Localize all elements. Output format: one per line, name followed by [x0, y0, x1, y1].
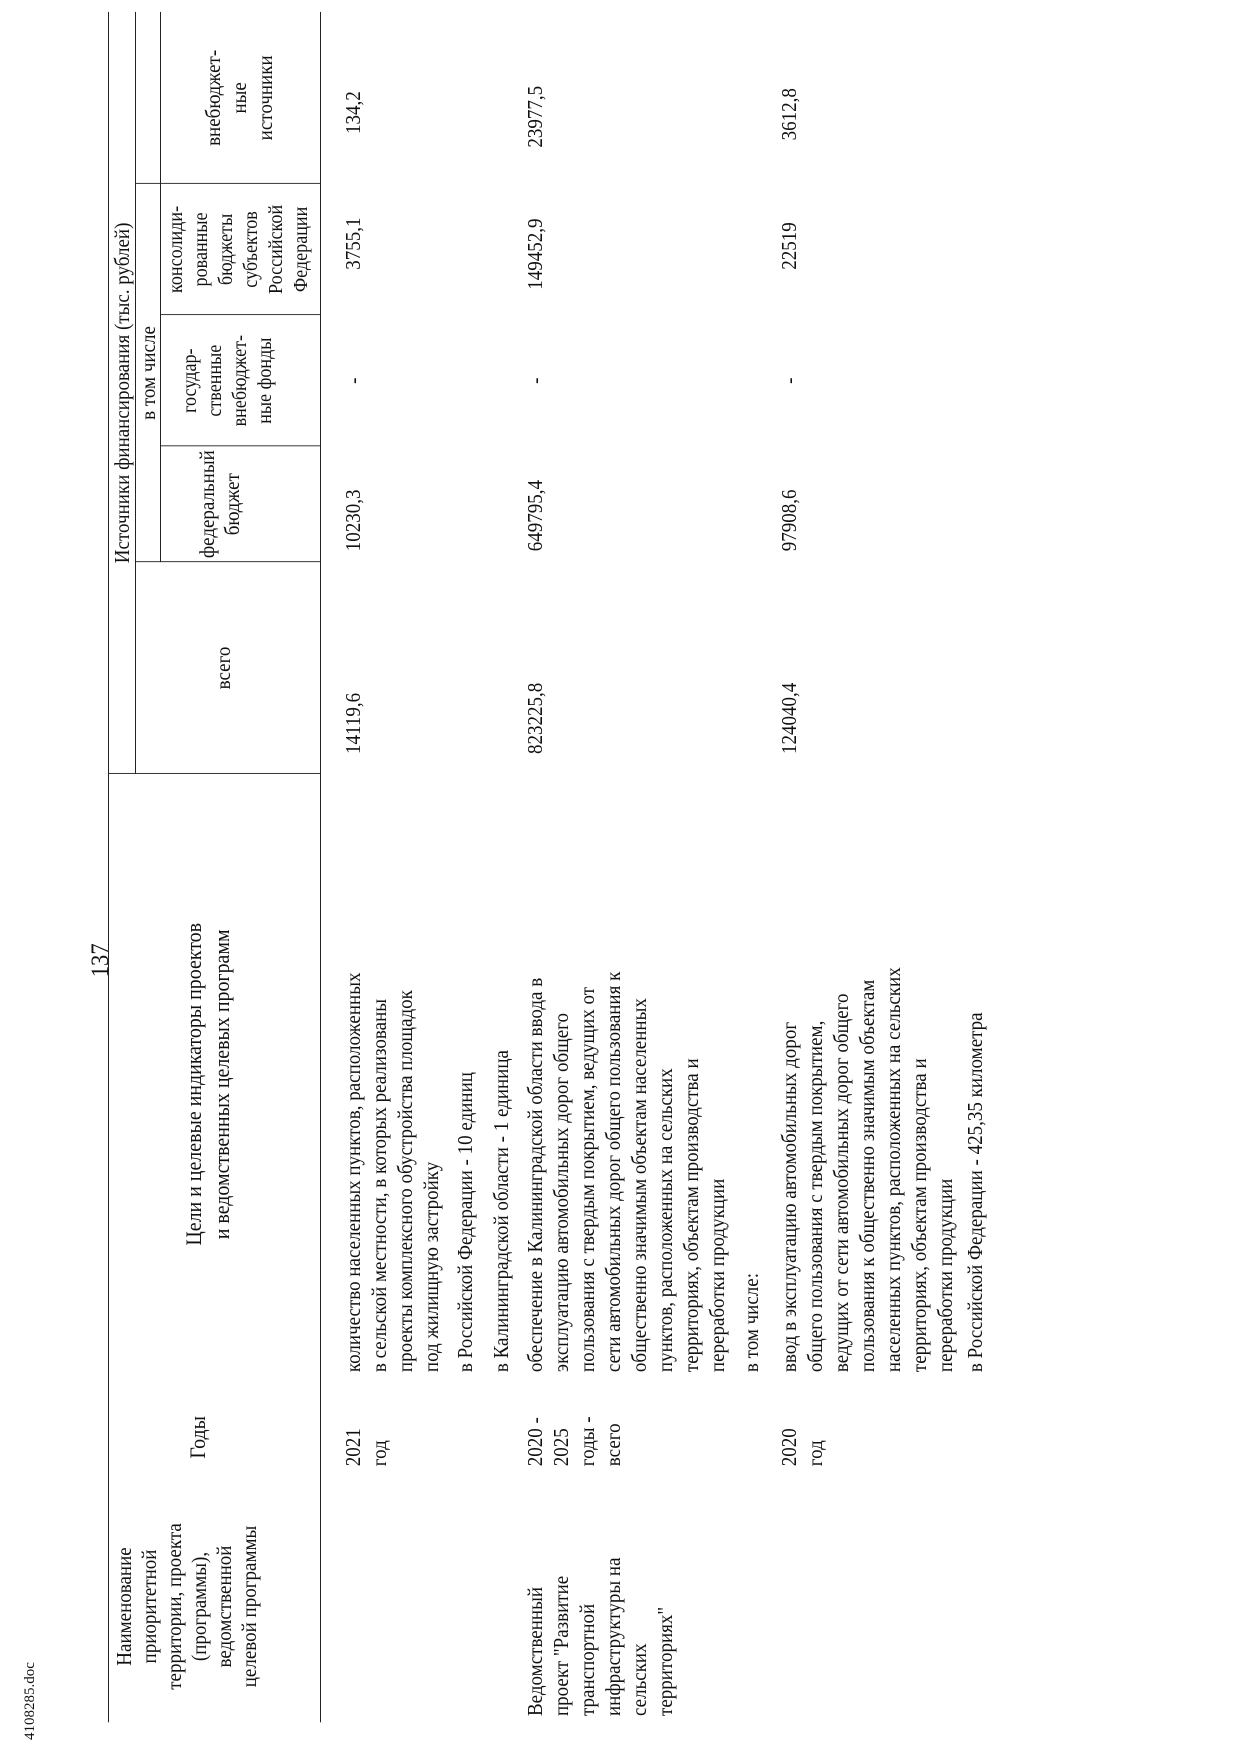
footer-filename: 4108285.doc [22, 1662, 38, 1740]
row1-goal-main: количество населенных пунктов, расположенных в сельской местности, в которых реализованы проекты комплексного обустройства площадок под жилищную застройку [341, 972, 443, 1373]
row2-regional: 149452,9 [523, 218, 547, 290]
header-top-line [108, 12, 109, 1722]
row2-years: 2020 - 2025 годы - всего [523, 1416, 625, 1467]
row3-regional: 22519 [777, 222, 801, 270]
including-subheader-line [160, 12, 161, 562]
row2-total: 823225,8 [523, 682, 547, 754]
header-sources: Источники финансирования (тыс. рублей) [110, 222, 134, 564]
row1-goal-rf: в Российской Федерации - 10 единиц [453, 1072, 477, 1373]
header-regional: консолиди- рованные бюджеты субъектов Российской Федерации [165, 204, 312, 295]
rotated-page [0, 49, 1240, 1754]
row3-federal: 97908,6 [777, 489, 801, 552]
row2-goal-main: обеспечение в Калининградской области ввода в эксплуатацию автомобильных дорог общего пользования с твердым покрытием, ведущих от сети автомобильных дорог общего пользования к общественно значимым объектам населенных пунктов, расположенных на сельских территориях, объектам производства и переработки продукции [523, 971, 729, 1373]
row2-federal: 649795,4 [523, 479, 547, 552]
row1-federal: 10230,3 [341, 489, 365, 552]
row1-state-funds: - [341, 377, 365, 384]
header-total: всего [211, 646, 235, 690]
header-federal: федеральный бюджет [195, 450, 244, 559]
row3-years: 2020 год [777, 1428, 827, 1467]
row3-extrabudget: 3612,8 [777, 88, 801, 141]
header-years: Годы [185, 1415, 210, 1459]
row3-goal-main: ввод в эксплуатацию автомобильных дорог общего пользования с твердым покрытием, ведущих от сети автомобильных дорог общего пользования к общественно значимым объектам населенных пунктов, расположенных на сельских территориях, объектам производства и переработки продукции [777, 967, 957, 1373]
header-extrabudget: внебюджет- ные источники [201, 49, 277, 146]
row2-name: Ведомственный проект "Развитие транспортной инфраструктуры на сельских территориях" [523, 1557, 677, 1716]
row1-goal-region: в Калининградской области - 1 единица [489, 1050, 513, 1373]
row1-extrabudget: 134,2 [341, 91, 365, 135]
row1-total: 14119,6 [341, 692, 365, 754]
row2-extrabudget: 23977,5 [523, 85, 547, 148]
row3-state-funds: - [777, 377, 801, 384]
row3-goal-rf: в Российской Федерации - 425,35 километра [963, 1012, 987, 1373]
header-bottom-line [320, 12, 321, 1722]
row3-total: 124040,4 [777, 682, 801, 754]
header-including: в том числе [136, 326, 160, 420]
header-name: Наименование приоритетной территории, проекта (программы), ведомственной целевой программы [112, 1523, 261, 1690]
header-goals: Цели и целевые индикаторы проектов и ведомственных целевых программ [181, 922, 234, 1246]
row1-years: 2021 год [341, 1428, 391, 1467]
header-state-funds: государ- ственные внебюджет- ные фонды [179, 334, 276, 427]
page-number: 137 [87, 943, 114, 978]
row2-goal-including: в том числе: [739, 1273, 763, 1373]
row2-state-funds: - [523, 377, 547, 384]
row1-regional: 3755,1 [341, 217, 365, 270]
